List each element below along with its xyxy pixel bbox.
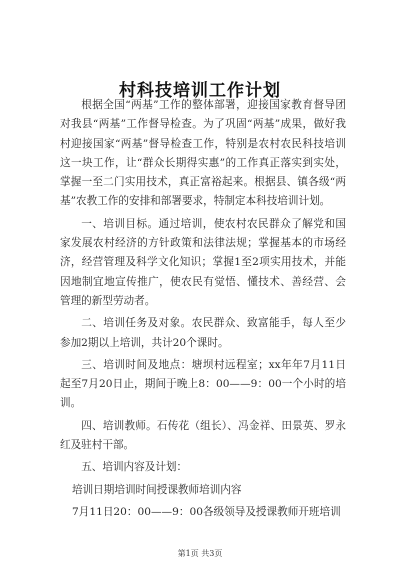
intro-paragraph: 根据全国“两基”工作的整体部署，迎接国家教育督导团对我县“两基”工作督导检查。为了巩固“两基”成果，做好我村迎接国家“两基”督导检查工作，特别是农村农民科技培训这一块工作，让“群众长期得实惠”的工作真正落实到实处，掌握一至二门实用技术，真正富裕起来。根据县、镇各级“两基”农教工作的安排和部署要求，特制定本科技培训计划。 [60,99,346,208]
document-title: 村科技培训工作计划 [119,81,281,101]
page-footer: 第1页 共3页 [177,549,223,558]
schedule-row: 7月11日20：00——9：00各级领导及授课教师开班培训 [72,505,341,518]
section-training-goals: 一、培训目标。通过培训，使农村农民群众了解党和国家发展农村经济的方针政策和法律法规；掌握基本的市场经济，经营管理及科学文化知识；掌握1至2项实用技术，并能因地制宜地宣传推广，使农民有觉悟、懂技术、善经营、会管理的新型劳动者。 [60,217,346,307]
section-time-location: 三、培训时间及地点：塘坝村远程室；xx年年7月11日起至7月20日止，期间于晚上8：00——9：00一个小时的培训。 [60,358,346,410]
document-body [60,96,346,525]
section-training-targets: 二、培训任务及对象。农民群众、致富能手，每人至少参加2期以上培训，共计20个课时。 [60,317,346,349]
section-teachers: 四、培训教师。石传花（组长）、冯金祥、田景英、罗永红及驻村干部。 [60,419,346,452]
schedule-header-line: 培训日期培训时间授课教师培训内容 [72,483,242,496]
section-content-plan: 五、培训内容及计划： [81,461,188,474]
